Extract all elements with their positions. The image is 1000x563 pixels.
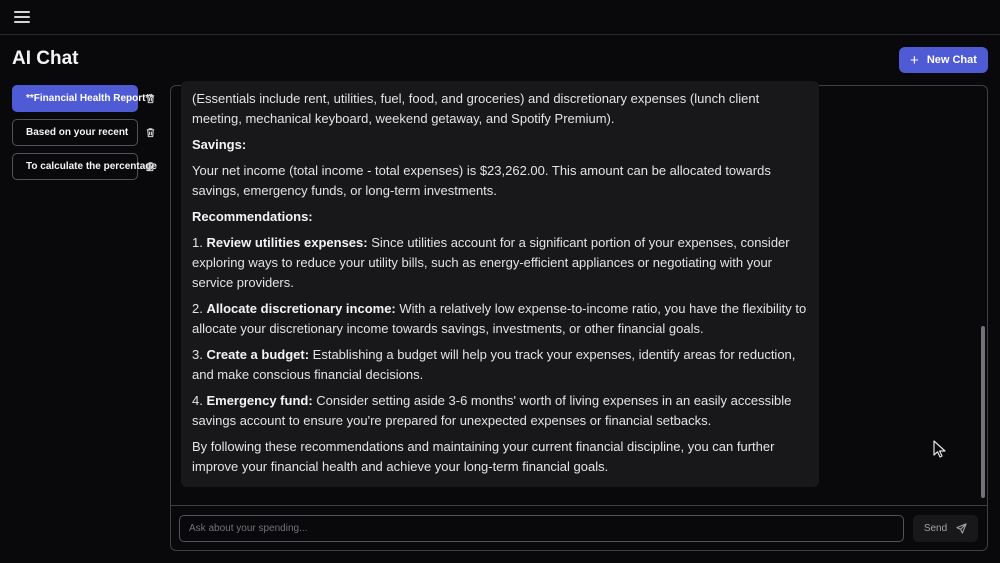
message-input[interactable] — [179, 515, 904, 542]
trash-icon[interactable] — [145, 93, 156, 104]
send-button[interactable] — [913, 515, 978, 542]
chat-history-item — [12, 119, 162, 146]
chat-history-item-financial-health[interactable] — [12, 85, 154, 112]
recommendation-text: Establishing a budget will help you track your expenses, identify areas for reduction, and make conscious financial decisions. — [192, 347, 796, 382]
new-chat-label: New Chat — [926, 54, 977, 66]
recommendation-item — [192, 345, 808, 385]
recommendation-text: With a relatively low expense-to-income ratio, you have the flexibility to allocate your discretionary income towards savings, investments, or other financial goals. — [192, 301, 807, 336]
send-label: Send — [923, 523, 948, 534]
new-chat-button[interactable] — [899, 47, 988, 73]
recommendation-title: Review utilities expenses: — [206, 235, 368, 250]
recommendation-title: Create a budget: — [206, 347, 310, 362]
recommendation-number: 2. — [192, 301, 203, 316]
message-paragraph — [192, 135, 808, 155]
recommendation-item — [192, 299, 808, 339]
chat-history-item-label: To calculate the percentage — [26, 161, 157, 172]
top-bar — [0, 0, 1000, 35]
message-paragraph — [192, 207, 808, 227]
message-paragraph: (Essentials include rent, utilities, fuel, food, and groceries) and discretionary expenses (lunch client meeting, mechanical keyboard, weekend getaway, and Spotify Premium). — [192, 91, 760, 126]
recommendation-text: Since utilities account for a significant portion of your expenses, consider exploring ways to reduce your utility bills, such as energy-efficient appliances or negotiating with your service providers. — [192, 235, 790, 290]
chat-history-item-percentage[interactable] — [12, 153, 157, 180]
chat-history-item — [12, 153, 162, 180]
page-title: AI Chat — [12, 48, 79, 69]
recommendation-number: 4. — [192, 393, 203, 408]
message-text: food, and groceries) and discretionary expenses (lunch client meeting, mechanical keyboard, weekend getaway, and Spotify Premium). — [192, 91, 760, 126]
chat-history-item-recent[interactable] — [12, 119, 138, 146]
section-heading: Savings: — [192, 137, 247, 152]
send-arrow-icon — [956, 523, 967, 534]
chat-history-item — [12, 85, 162, 112]
trash-icon[interactable] — [145, 127, 156, 138]
plus-icon: + — [910, 51, 919, 69]
chat-history-item-label: **Financial Health Report** — [26, 93, 154, 104]
recommendation-item — [192, 233, 808, 293]
mouse-cursor-icon — [933, 440, 947, 458]
assistant-message — [181, 81, 819, 487]
message-scrollbar[interactable] — [981, 326, 985, 498]
recommendation-title: Allocate discretionary income: — [206, 301, 396, 316]
chat-panel — [170, 85, 988, 551]
chat-history-sidebar — [12, 85, 162, 187]
recommendation-title: Emergency fund: — [206, 393, 313, 408]
hamburger-menu-icon[interactable] — [14, 11, 30, 23]
message-paragraph: Your net income (total income - total expenses) is $23,262.00. This amount can be allocated towards savings, emergency funds, or long-term investments. — [192, 163, 771, 198]
recommendation-number: 3. — [192, 347, 203, 362]
trash-icon[interactable] — [145, 161, 156, 172]
section-heading: Recommendations: — [192, 209, 313, 224]
recommendation-item — [192, 391, 808, 431]
message-list[interactable] — [171, 86, 987, 506]
message-paragraph: By following these recommendations and maintaining your current financial discipline, you can further improve your financial health and achieve your long-term financial goals. — [192, 439, 775, 474]
recommendation-number: 1. — [192, 235, 203, 250]
chat-history-item-label: Based on your recent — [26, 127, 129, 138]
recommendation-text: Consider setting aside 3-6 months' worth of living expenses in an easily accessible savings account to ensure you're prepared for unexpected expenses or financial setbacks. — [192, 393, 792, 428]
